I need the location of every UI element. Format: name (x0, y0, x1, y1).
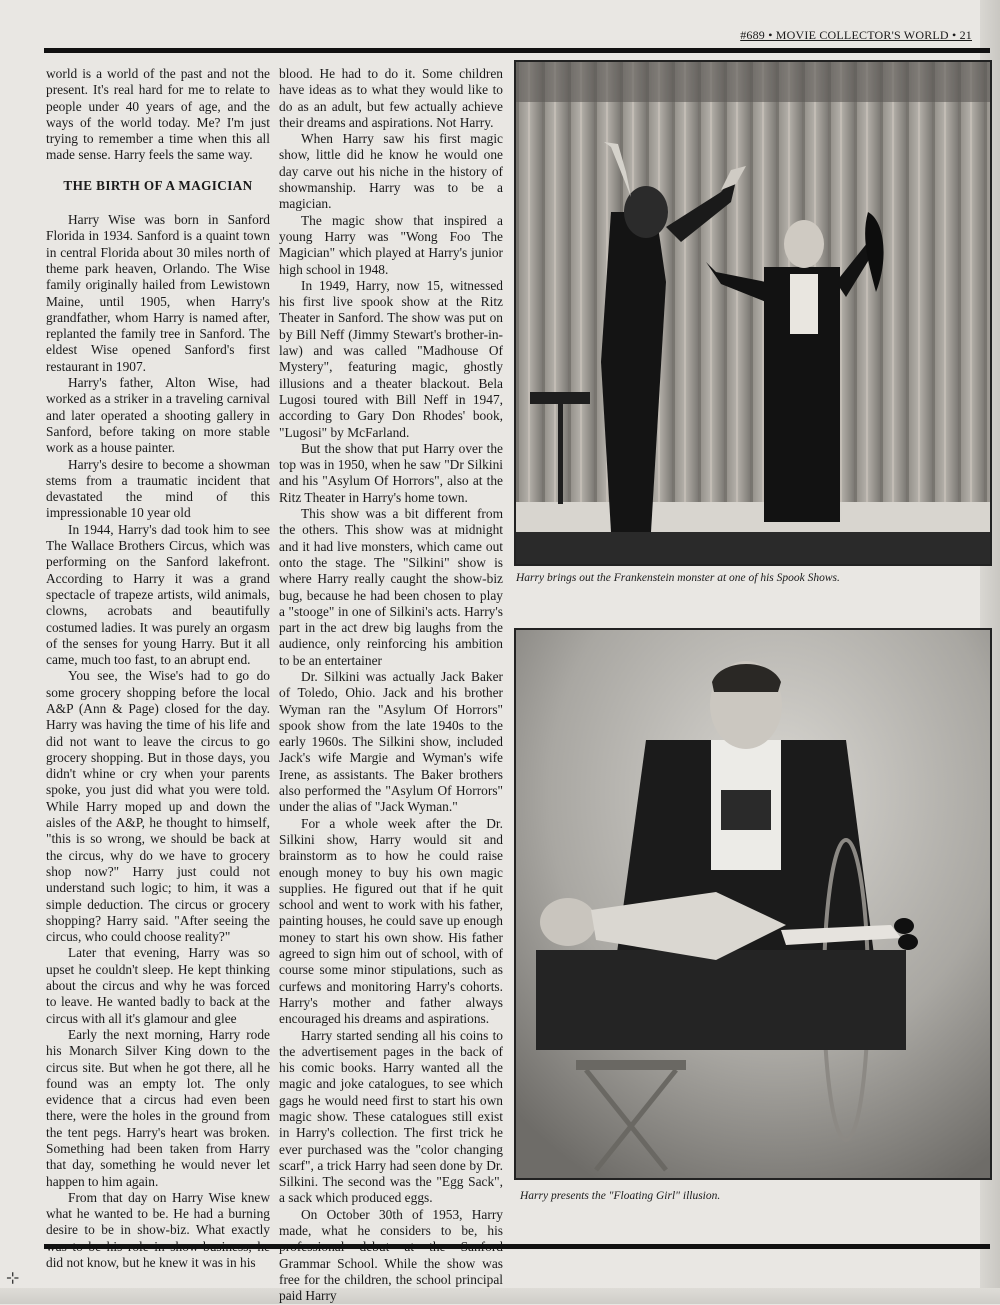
running-head: #689 • MOVIE COLLECTOR'S WORLD • 21 (740, 28, 972, 42)
paragraph: blood. He had to do it. Some children have ideas as to what they would like to do as an adult, but few actually achieve their dreams and aspirations. Not Harry. (279, 66, 503, 130)
paragraph: This show was a bit different from the others. This show was at midnight and it had live monsters, which came out onto the stage. The "Silkini" show is where Harry really caught the show-biz bug, because he had been chosen to play a "stooge" in one of Silkini's acts. Harry's part in the act drew big laughs from the audience, only reinforcing his ambition to be an entertainer (279, 506, 503, 668)
photo-floating-girl (514, 628, 992, 1180)
paragraph: When Harry saw his first magic show, little did he know he would one day carve out his niche in the history of showmanship. Harry was to be a magician. (279, 131, 503, 212)
photo-frankenstein-stage (514, 60, 992, 566)
paragraph: In 1949, Harry, now 15, witnessed his first live spook show at the Ritz Theater in Sanford. The show was put on by Bill Neff (Jimmy Stewart's brother-in-law) and was called "Madhouse Of Mystery", featuring magic, ghostly illusions and a theater blackout. Bela Lugosi toured with Bill Neff in 1947, according to Gary Don Rhodes' book, "Lugosi" by McFarland. (279, 277, 503, 440)
paragraph: From that day on Harry Wise knew what he wanted to be. He had a burning desire to be in show-biz. What exactly did not know, but he knew it was in his (46, 1189, 270, 1271)
paragraph: Harry's father, Alton Wise, had worked as a striker in a traveling carnival and later operated a shooting gallery in Sanford, before taking on more stable work as a house painter. (46, 375, 270, 456)
paragraph: Dr. Silkini was actually Jack Baker of Toledo, Ohio. Jack and his brother Wyman ran the "Asylum Of Horrors" spook show from the late 1940s to the early 1960s. The Silkini show, included Jack's wife Margie and Wyman's wife Irene, as assistants. The Baker brothers also performed the "Asylum Of Horrors" under the alias of "Jack Wyman." (279, 668, 503, 815)
paragraph: Later that evening, Harry was so upset he couldn't sleep. He kept thinking about the circus and why he was forced to leave. He wanted badly to back at the circus with all it's glamour and glee (46, 945, 270, 1026)
article-column-1 (46, 66, 270, 1271)
floating-girl-photo-illustration (516, 630, 990, 1178)
stage-photo-illustration (516, 62, 990, 564)
section-heading: THE BIRTH OF A MAGICIAN (63, 177, 253, 193)
bottom-rule (44, 1244, 990, 1249)
paragraph: For a whole week after the Dr. Silkini show, Harry would sit and brainstorm as to how he could raise enough money to buy his own magic supplies. He figured out that if he quit school and went to work with his father, painting houses, he could save up enough money to start his own show. His father agreed to sign him out of school, with of course some minor stipulations, such as curfews and monitoring Harry's cohorts. Harry's mother and father always encouraged his dreams and aspirations. (279, 815, 503, 1027)
article-column-2 (279, 66, 503, 1305)
photo-caption: Harry brings out the Frankenstein monster at one of his Spook Shows. (516, 572, 840, 584)
top-rule (44, 48, 990, 53)
paragraph: But the show that put Harry over the top was in 1950, when he saw "Dr Silkini and his "Asylum Of Horrors", also at the Ritz Theater in Harry's home town. (279, 440, 503, 505)
registration-mark-icon: ⊹ (6, 1270, 20, 1287)
paragraph: Early the next morning, Harry rode his Monarch Silver King down to the circus site. But when he got there, all he found was an empty lot. The only evidence that a circus had even been there, were the holes in the ground from the tent pegs. Harry's heart was broken. Something had been taken from Harry that day, something he would never let happen to him again. (46, 1026, 270, 1189)
paragraph: Harry Wise was born in Sanford Florida in 1934. Sanford is a quaint town in central Florida about 30 miles north of theme park heaven, Orlando. The Wise family originally hailed from Lewistown Maine, until 1905, when Harry's grandfather, whom Harry is named after, replanted the family tree in Sanford. The eldest Wise opened Sanford's first restaurant in 1907. (46, 212, 270, 374)
paragraph: The magic show that inspired a young Harry was "Wong Foo The Magician" which played at Harry's junior high school in 1948. (279, 212, 503, 277)
paragraph: You see, the Wise's had to go do some grocery shopping before the local A&P (Ann & Page) closed for the day. Harry was having the time of his life and did not want to leave the circus to go grocery shopping. But in those days, you didn't whine or cry when your parents spoke, you just did what you were told. While Harry moped up and down the aisles of the A&P, he thought to himself, "this is so wrong, we should be back at the circus, why do we have to grocery shop now?" Harry just could not understand such logic; to him, it was a simple deduction. The circus or grocery shopping? Harry said. "After seeing the circus, who could choose reality?" (46, 668, 270, 945)
paragraph: On October 30th of 1953, Harry made, what he considers to be, his Grammar School. While the show was free for the children, the school principal paid Harry (279, 1206, 503, 1304)
paragraph: Harry's desire to become a showman stems from a traumatic incident that devastated the mind of this impressionable 10 year old (46, 456, 270, 521)
photo-caption: Harry presents the "Floating Girl" illusion. (520, 1190, 721, 1202)
paragraph: Harry started sending all his coins to the advertisement pages in the back of his comic books. Harry wanted all the magic and joke catalogues, to see which gags he would need first to start his own magic show. These catalogues still exist in Harry's collection. The first trick he ever purchased was the "color changing scarf", a trick Harry had seen done by Dr. Silkini. The second was the "Egg Sack", a sack which produced eggs. (279, 1027, 503, 1206)
paragraph: world is a world of the past and not the present. It's real hard for me to relate to people under 40 years of age, and the ways of the world today. Me? I'm just trying to remember a time when this all made sense. Harry feels the same way. (46, 66, 270, 163)
paragraph: In 1944, Harry's dad took him to see The Wallace Brothers Circus, which was performing on the Sanford lakefront. According to Harry it was a grand spectacle of trapeze artists, wild animals, clowns, acrobats and beautifully costumed ladies. It was purely an orgasm of the senses for young Harry. But it all came, much too fast, to an abrupt end. (46, 521, 270, 668)
